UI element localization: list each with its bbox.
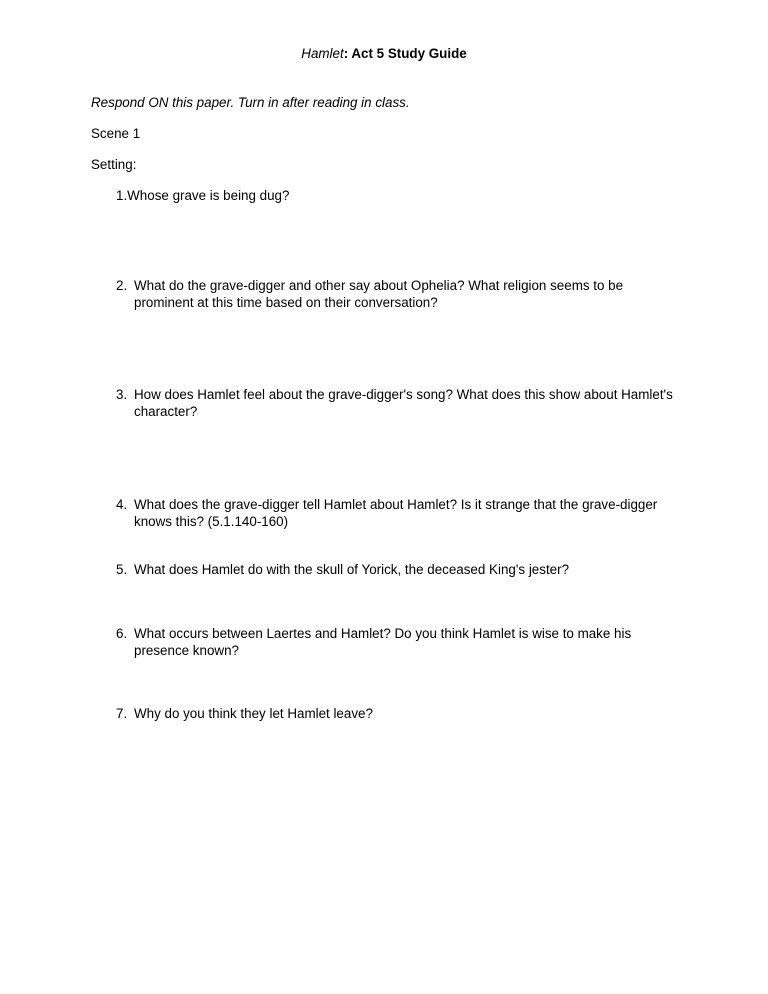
setting-label: Setting: [91,157,137,172]
question-text: What occurs between Laertes and Hamlet? Do you think Hamlet is wise to make his presence known? [134,626,632,658]
question-number: 2. [116,278,128,293]
question-text: How does Hamlet feel about the grave-digger's song? What does this show about Hamlet's character? [134,387,673,419]
question-1 [116,187,289,204]
question-number: 3. [116,387,128,402]
question-number: 4. [116,497,128,512]
title-text: : Act 5 Study Guide [343,46,467,61]
scene-heading: Scene 1 [91,126,141,141]
page-title [0,45,768,62]
question-text: What does the grave-digger tell Hamlet about Hamlet? Is it strange that the grave-digger knows this? (5.1.140-160) [134,497,658,529]
question-number: 6. [116,626,128,641]
question-number: 7. [116,706,128,721]
title-play-name: Hamlet [301,46,344,61]
question-number: 1. [116,188,128,203]
instructions-text: Respond ON this paper. Turn in after reading in class. [91,95,410,110]
question-text: Whose grave is being dug? [127,188,290,203]
question-text: What does Hamlet do with the skull of Yorick, the deceased King's jester? [134,562,570,577]
question-text: Why do you think they let Hamlet leave? [134,706,373,721]
question-number: 5. [116,562,128,577]
question-text: What do the grave-digger and other say about Ophelia? What religion seems to be prominent at this time based on their conversation? [134,278,624,310]
